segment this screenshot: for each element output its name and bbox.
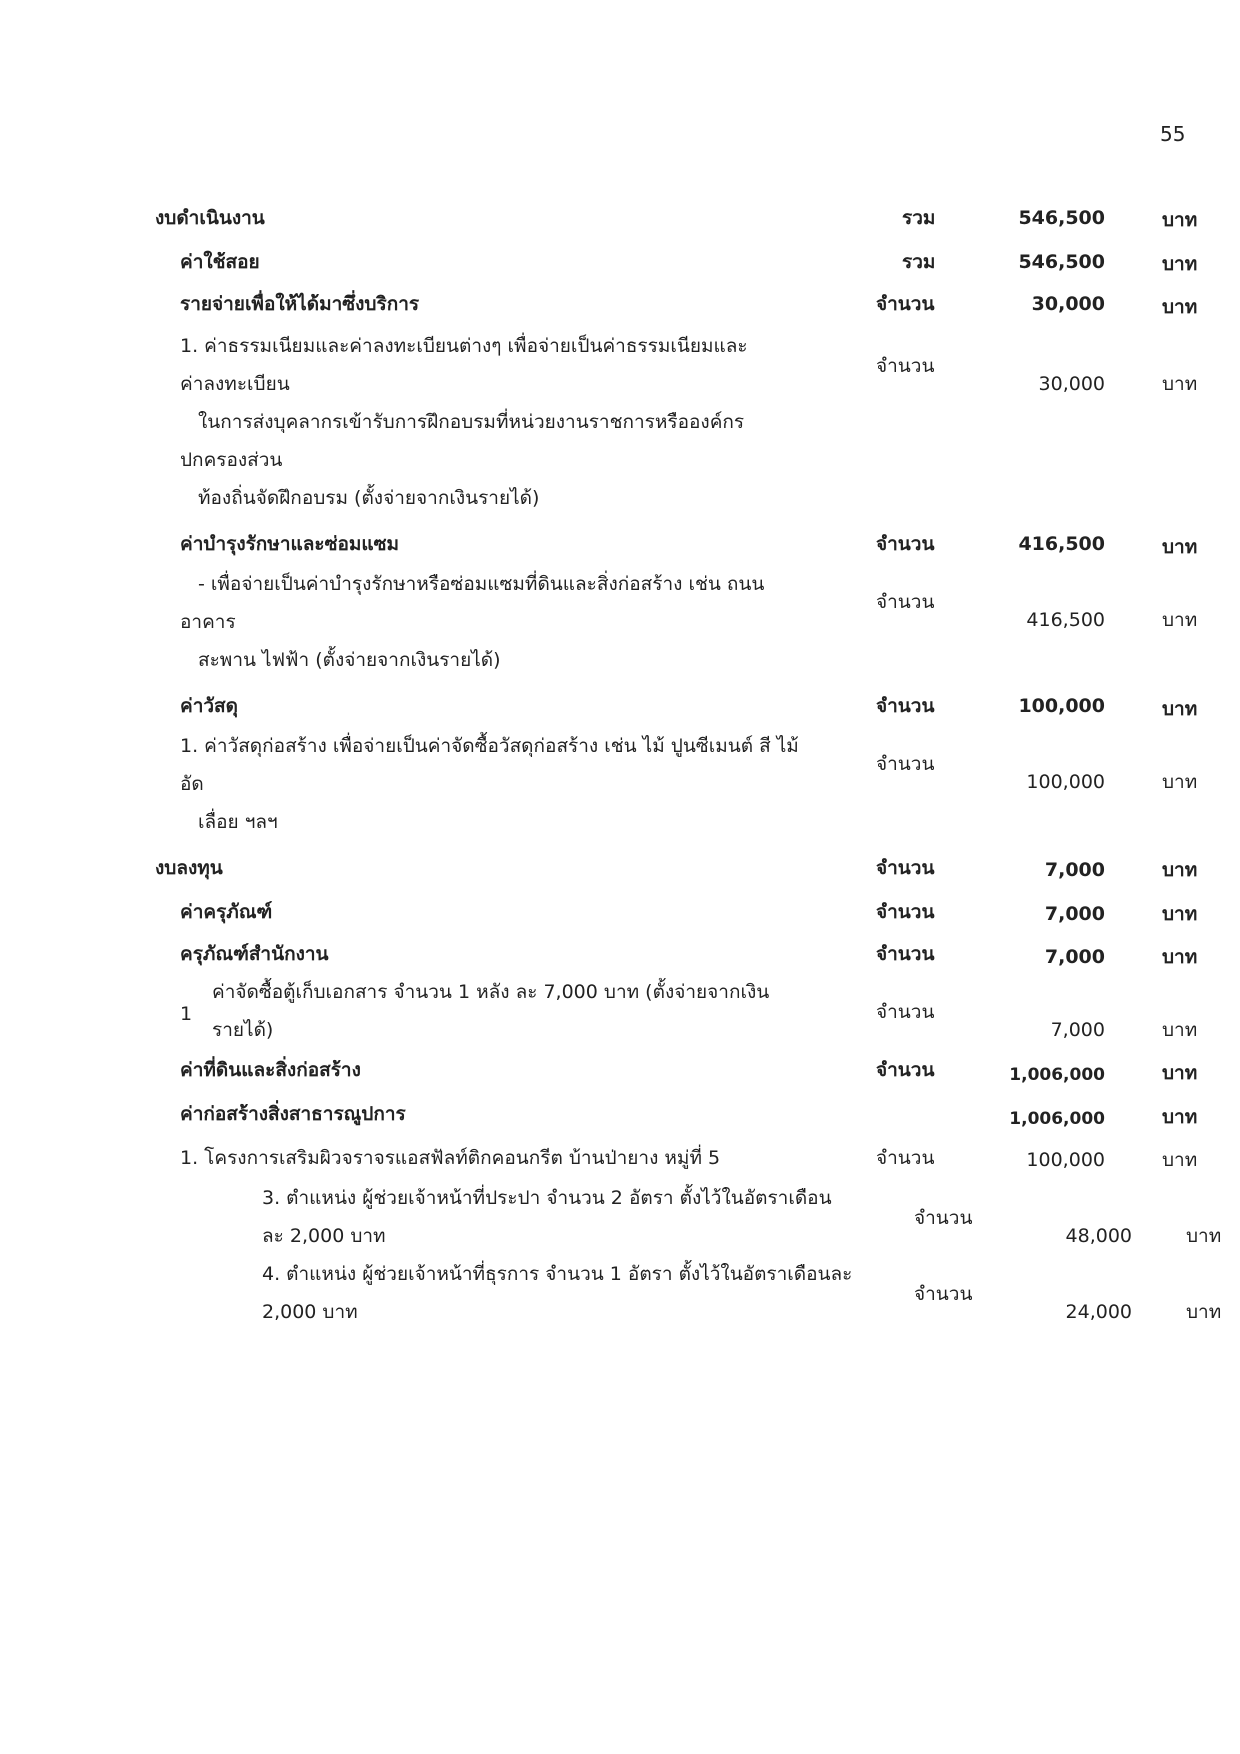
road-item-kind: จำนวน [876,1147,935,1169]
service-kind: จำนวน [876,293,935,315]
fee-item-line2: ค่าลงทะเบียน [180,373,290,395]
material-label: ค่าวัสดุ [180,695,238,717]
maint-item-amount: 416,500 [1026,609,1105,631]
service-unit: บาท [1162,296,1198,318]
pos4-unit: บาท [1186,1301,1222,1323]
cabinet-item-line1: ค่าจัดซื้อตู้เก็บเอกสาร จำนวน 1 หลัง ละ 7,000 บาท (ตั้งจ่ายจากเงิน [212,981,770,1003]
pos3-line2: ละ 2,000 บาท [262,1225,386,1247]
road-item-unit: บาท [1162,1149,1198,1171]
page-number: 55 [1160,122,1186,146]
material-item-kind: จำนวน [876,753,935,775]
maint-label: ค่าบำรุงรักษาและซ่อมแซม [180,533,400,555]
office-kind: จำนวน [876,943,935,965]
material-amount: 100,000 [1018,695,1105,717]
maint-kind: จำนวน [876,533,935,555]
material-item-line1: 1. ค่าวัสดุก่อสร้าง เพื่อจ่ายเป็นค่าจัดซื้อวัสดุก่อสร้าง เช่น ไม้ ปูนซีเมนต์ สี ไม้ [180,735,799,757]
fee-item-amount: 30,000 [1038,373,1105,395]
land-kind: จำนวน [876,1059,935,1081]
maint-item-kind: จำนวน [876,591,935,613]
maint-unit: บาท [1162,536,1198,558]
material-unit: บาท [1162,698,1198,720]
expense-amount: 546,500 [1018,251,1105,273]
ops-unit: บาท [1162,209,1198,231]
equip-unit: บาท [1162,903,1198,925]
cabinet-item-number: 1 [180,1003,193,1025]
equip-kind: จำนวน [876,901,935,923]
cabinet-item-kind: จำนวน [876,1001,935,1023]
material-item-unit: บาท [1162,771,1198,793]
material-kind: จำนวน [876,695,935,717]
service-amount: 30,000 [1031,293,1105,315]
road-item-label: 1. โครงการเสริมผิวจราจรแอสฟัลท์ติกคอนกรีต บ้านป่ายาง หมู่ที่ 5 [180,1147,721,1169]
pos4-line2: 2,000 บาท [262,1301,358,1323]
pos3-amount: 48,000 [1065,1225,1132,1247]
road-item-amount: 100,000 [1026,1149,1105,1171]
expense-label: ค่าใช้สอย [180,251,260,273]
equip-label: ค่าครุภัณฑ์ [180,901,273,923]
equip-amount: 7,000 [1044,903,1105,925]
material-item-amount: 100,000 [1026,771,1105,793]
fee-item-line4: ปกครองส่วน [180,449,283,471]
ops-label: งบดำเนินงาน [155,207,265,229]
land-label: ค่าที่ดินและสิ่งก่อสร้าง [180,1059,361,1081]
cabinet-item-amount: 7,000 [1050,1019,1105,1041]
fee-item-unit: บาท [1162,373,1198,395]
maint-amount: 416,500 [1018,533,1105,555]
pos4-kind: จำนวน [914,1283,973,1305]
service-label: รายจ่ายเพื่อให้ได้มาซึ่งบริการ [180,293,420,315]
fee-item-kind: จำนวน [876,355,935,377]
invest-kind: จำนวน [876,857,935,879]
expense-kind: รวม [902,251,936,273]
invest-amount: 7,000 [1044,859,1105,881]
ops-amount: 546,500 [1018,207,1105,229]
ops-kind: รวม [902,207,936,229]
material-item-line3: เลื่อย ฯลฯ [198,811,278,833]
land-amount: 1,006,000 [1009,1065,1105,1085]
pos4-line1: 4. ตำแหน่ง ผู้ช่วยเจ้าหน้าที่ธุรการ จำนวน 1 อัตรา ตั้งไว้ในอัตราเดือนละ [262,1263,853,1285]
maint-item-unit: บาท [1162,609,1198,631]
cabinet-item-unit: บาท [1162,1019,1198,1041]
fee-item-line3: ในการส่งบุคลากรเข้ารับการฝึกอบรมที่หน่วยงานราชการหรือองค์กร [198,411,745,433]
infra-unit: บาท [1162,1106,1198,1128]
invest-label: งบลงทุน [155,857,223,879]
pos3-line1: 3. ตำแหน่ง ผู้ช่วยเจ้าหน้าที่ประปา จำนวน 2 อัตรา ตั้งไว้ในอัตราเดือน [262,1187,832,1209]
cabinet-item-line2: รายได้) [212,1019,274,1041]
pos3-kind: จำนวน [914,1207,973,1229]
fee-item-line5: ท้องถิ่นจัดฝึกอบรม (ตั้งจ่ายจากเงินรายได้) [198,487,540,509]
material-item-line2: อัด [180,773,204,795]
expense-unit: บาท [1162,253,1198,275]
maint-item-line2: อาคาร [180,611,236,633]
office-unit: บาท [1162,946,1198,968]
pos3-unit: บาท [1186,1225,1222,1247]
maint-item-line1: - เพื่อจ่ายเป็นค่าบำรุงรักษาหรือซ่อมแซมที่ดินและสิ่งก่อสร้าง เช่น ถนน [198,573,765,595]
office-label: ครุภัณฑ์สำนักงาน [180,943,329,965]
infra-label: ค่าก่อสร้างสิ่งสาธารณูปการ [180,1103,406,1125]
invest-unit: บาท [1162,859,1198,881]
office-amount: 7,000 [1044,946,1105,968]
fee-item-line1: 1. ค่าธรรมเนียมและค่าลงทะเบียนต่างๆ เพื่อจ่ายเป็นค่าธรรมเนียมและ [180,335,748,357]
land-unit: บาท [1162,1062,1198,1084]
maint-item-line3: สะพาน ไฟฟ้า (ตั้งจ่ายจากเงินรายได้) [198,649,501,671]
pos4-amount: 24,000 [1065,1301,1132,1323]
infra-amount: 1,006,000 [1009,1109,1105,1129]
